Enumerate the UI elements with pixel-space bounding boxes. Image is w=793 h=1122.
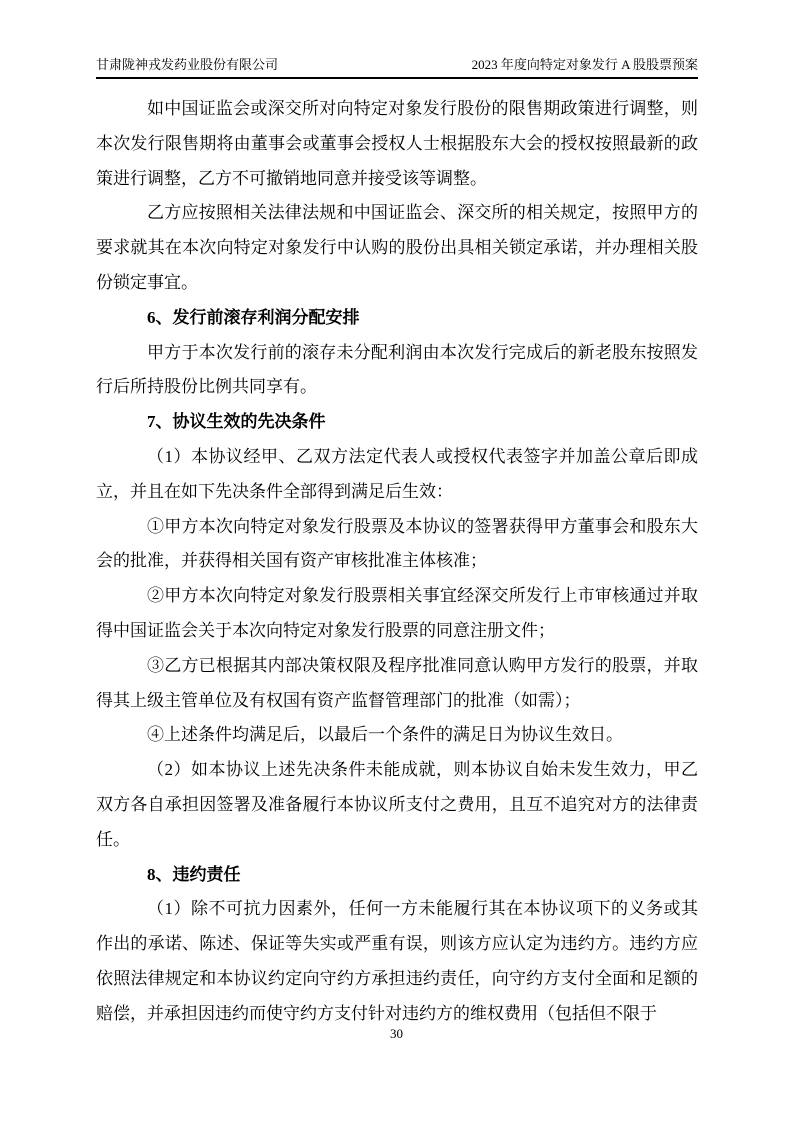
condition-item-2: ②甲方本次向特定对象发行股票相关事宜经深交所发行上市审核通过并取得中国证监会关于本次向特定对象发行股票的同意注册文件； xyxy=(96,586,698,640)
condition-item-4: ④上述条件均满足后，以最后一个条件的满足日为协议生效日。 xyxy=(147,725,623,745)
section-heading-7-conditions-precedent: 7、协议生效的先决条件 xyxy=(147,412,326,432)
section-heading-6-retained-profit: 6、发行前滚存利润分配安排 xyxy=(147,307,360,327)
page-footer xyxy=(0,1026,793,1042)
condition-item-3: ③乙方已根据其内部决策权限及程序批准同意认购甲方发行的股票，并取得其上级主管单位及有权国有资产监督管理部门的批准（如需）； xyxy=(96,655,698,710)
document-body xyxy=(96,92,698,1032)
page-number: 30 xyxy=(390,1026,403,1041)
section-heading-8-breach-liability: 8、违约责任 xyxy=(147,864,241,884)
condition-item-1: ①甲方本次向特定对象发行股票及本协议的签署获得甲方董事会和股东大会的批准，并获得相关国有资产审核批准主体核准； xyxy=(96,516,698,571)
paragraph-lockup-commitment: 乙方应按照相关法律法规和中国证监会、深交所的相关规定，按照甲方的要求就其在本次向特定对象发行中认购的股份出具相关锁定承诺，并办理相关股份锁定事宜。 xyxy=(96,203,698,292)
paragraph-conditions-not-met: （2）如本协议上述先决条件未能成就，则本协议自始未发生效力，甲乙双方各自承担因签署及准备履行本协议所支付之费用，且互不追究对方的法律责任。 xyxy=(96,760,698,849)
header-company-name: 甘肃陇神戎发药业股份有限公司 xyxy=(96,57,279,72)
page-header xyxy=(96,56,698,79)
header-document-title: 2023 年度向特定对象发行 A 股股票预案 xyxy=(471,57,698,72)
paragraph-lockup-policy-adjust: 如中国证监会或深交所对向特定对象发行股份的限售期政策进行调整，则本次发行限售期将由董事会或董事会授权人士根据股东大会的授权按照最新的政策进行调整，乙方不可撤销地同意并接受该等调整。 xyxy=(96,99,698,188)
paragraph-retained-profit-sharing: 甲方于本次发行前的滚存未分配利润由本次发行完成后的新老股东按照发行后所持股份比例共同享有。 xyxy=(96,342,698,397)
paragraph-breach-liability: （1）除不可抗力因素外，任何一方未能履行其在本协议项下的义务或其作出的承诺、陈述、保证等失实或严重有误，则该方应认定为违约方。违约方应依照法律规定和本协议约定向守约方承担违约责任，向守约方支付全面和足额的赔偿，并承担因违约而使守约方支付针对违约方的维权费用（包括但不限于 xyxy=(96,899,698,1023)
paragraph-agreement-formation: （1）本协议经甲、乙双方法定代表人或授权代表签字并加盖公章后即成立，并且在如下先决条件全部得到满足后生效： xyxy=(96,446,698,501)
